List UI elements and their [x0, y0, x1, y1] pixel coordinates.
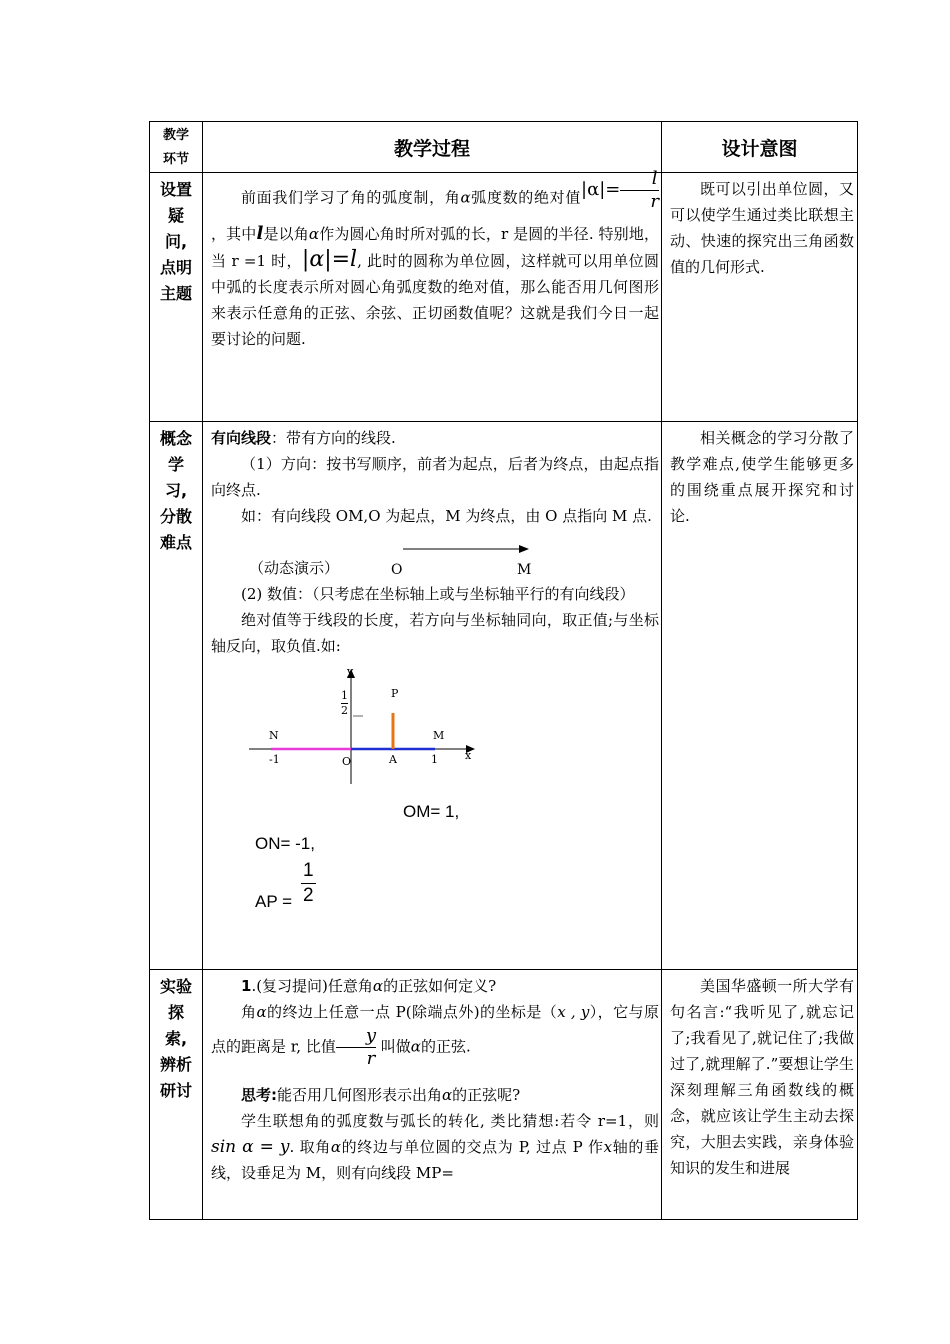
alpha-symbol: α — [442, 1086, 453, 1104]
row-setup — [150, 173, 858, 422]
text: 是以角 — [263, 225, 309, 243]
question-number: 1 — [241, 977, 252, 995]
value-text: (2) 数值：（只考虑在坐标轴上或与坐标轴平行的有向线段） — [241, 585, 635, 603]
frac-num: l — [620, 168, 659, 191]
definition-paragraph — [211, 999, 659, 1070]
point-a-label: A — [389, 753, 397, 766]
section-concept — [150, 422, 203, 970]
unit-formula: |α|=l — [301, 247, 358, 272]
process-setup — [203, 168, 662, 422]
intent-setup — [662, 173, 858, 422]
text: 的正弦如何定义? — [383, 977, 497, 995]
row-concept — [150, 422, 858, 970]
arrow-om — [401, 543, 531, 555]
axis-x-label: x — [465, 749, 472, 762]
ap-den: 2 — [303, 885, 314, 906]
definition-line — [211, 425, 659, 451]
demo-label: （动态演示） — [249, 559, 340, 577]
direction-text: （1）方向：按书写顺序，前者为起点，后者为终点，由起点指向终点. — [211, 455, 659, 499]
text: .(复习提问)任意角 — [251, 977, 373, 995]
section-explore — [150, 970, 203, 1220]
text: 能否用几何图形表示出角 — [277, 1086, 443, 1104]
example-text: 如：有向线段 OM,O 为起点，M 为终点，由 O 点指向 M 点. — [241, 507, 652, 525]
alpha-symbol: α — [330, 1138, 342, 1156]
text: 轴的垂线，设垂足为 M，则有向线段 MP= — [211, 1138, 659, 1182]
setup-paragraph — [211, 168, 659, 352]
fraction-l-over-r — [620, 168, 659, 213]
text: 前面我们学习了角的弧度制，角 — [241, 188, 461, 207]
axis-y-label: y — [347, 665, 354, 678]
half-num: 1 — [341, 689, 348, 702]
text: . 取角 — [289, 1138, 331, 1156]
alpha-symbol: α — [460, 188, 471, 207]
half-den: 2 — [341, 704, 348, 717]
axis-diagram — [211, 659, 659, 799]
lesson-table — [149, 121, 858, 1220]
header-section-text: 教学环节 — [162, 128, 189, 167]
text: 的正弦呢? — [452, 1086, 521, 1104]
label-m: M — [517, 562, 532, 578]
point-m-label: M — [433, 729, 445, 742]
question-line — [211, 973, 659, 999]
abs-formula: |α|= — [581, 178, 621, 200]
intent-concept-text: 相关概念的学习分散了教学难点,使学生能够更多的围绕重点展开探究和讨论. — [670, 429, 854, 525]
text: ），它与原点的距离是 r, 比值 — [211, 1003, 659, 1056]
eq-ap — [211, 859, 659, 915]
intent-concept — [662, 422, 858, 970]
think-label: 思考: — [241, 1086, 277, 1104]
ap-num: 1 — [301, 859, 316, 884]
text: 叫做 — [380, 1037, 411, 1056]
tick-1: 1 — [431, 753, 438, 766]
sin-formula: sin α = y — [211, 1137, 290, 1157]
section-setup — [150, 173, 203, 422]
eq-om: OM= 1, — [403, 802, 460, 821]
process-concept — [203, 422, 662, 970]
guess-paragraph — [211, 1108, 659, 1186]
ratio-den: r — [366, 1048, 376, 1069]
abs-rule-text: 绝对值等于线段的长度，若方向与坐标轴同向，取正值;与坐标轴反向，取负值.如: — [211, 611, 659, 655]
intent-setup-text: 既可以引出单位圆，又可以使学生通过类比联想主动、快速的探究出三角函数值的几何形式. — [670, 180, 854, 276]
text: , 此时的圆称为单位圆，这样就可以用单位圆中弧的长度表示所对圆心角弧度数的绝对值，那么能否用几何图形来表示任意角的正弦、余弦、正切函数值呢？这就是我们今日一起要讨论的问题. — [211, 252, 659, 348]
origin-label: O — [342, 755, 352, 768]
text: 作为圆心角时所对弧的长，r 是圆的半径. 特别地，当 r =1 时， — [211, 225, 659, 270]
header-row — [150, 122, 858, 173]
tick-neg1: -1 — [269, 753, 280, 766]
x-symbol: x — [603, 1138, 613, 1156]
ap-fraction — [301, 859, 316, 908]
text: ，其中 — [211, 225, 257, 243]
alpha-symbol: α — [256, 1003, 267, 1021]
alpha-symbol: α — [372, 977, 384, 995]
point-p-label: P — [391, 687, 399, 700]
eq-ap-label: AP = — [255, 892, 293, 911]
xy-coords: x , y — [557, 1003, 590, 1021]
text: 的终边与单位圆的交点为 P, 过点 P 作 — [341, 1138, 604, 1156]
header-section — [150, 122, 203, 173]
process-explore — [203, 970, 662, 1220]
text: 的正弦. — [420, 1037, 471, 1056]
text: ：带有方向的线段. — [271, 429, 396, 447]
header-intent: 设计意图 — [662, 122, 858, 173]
intent-explore — [662, 970, 858, 1220]
alpha-symbol: α — [410, 1037, 421, 1056]
tick-half — [341, 689, 348, 718]
text: 弧度数的绝对值 — [470, 188, 581, 207]
text: 角 — [241, 1003, 257, 1021]
text: 的终边上任意一点 P(除端点外)的坐标是（ — [266, 1003, 558, 1021]
point-n-label: N — [269, 729, 279, 742]
demo-line — [211, 529, 659, 581]
text: 学生联想角的弧度数与弧长的转化, 类比猜想:若令 r=1，则 — [241, 1112, 659, 1130]
row-explore — [150, 970, 858, 1220]
alpha-symbol: α — [308, 225, 320, 243]
term-directed-segment: 有向线段 — [211, 429, 272, 447]
label-o: O — [391, 562, 403, 578]
think-line — [211, 1082, 659, 1108]
intent-explore-text: 美国华盛顿一所大学有句名言:“我听见了,就忘记了;我看见了,就记住了;我做过了,就理解了.”要想让学生深刻理解三角函数线的概念，就应该让学生主动去探究，大胆去实践，亲身体验知识的发生和进展 — [670, 977, 854, 1177]
eq-on: ON= -1, — [255, 834, 315, 853]
section-concept-text: 概念学习,分散难点 — [160, 429, 193, 552]
fraction-y-over-r — [336, 1025, 376, 1070]
header-process: 教学过程 — [203, 122, 662, 173]
ratio-num: y — [336, 1025, 376, 1048]
section-explore-text: 实验探索,辨析研讨 — [159, 977, 192, 1100]
l-symbol: l — [256, 223, 264, 244]
section-setup-text: 设置疑问,点明主题 — [160, 180, 193, 303]
frac-den: r — [650, 191, 659, 212]
